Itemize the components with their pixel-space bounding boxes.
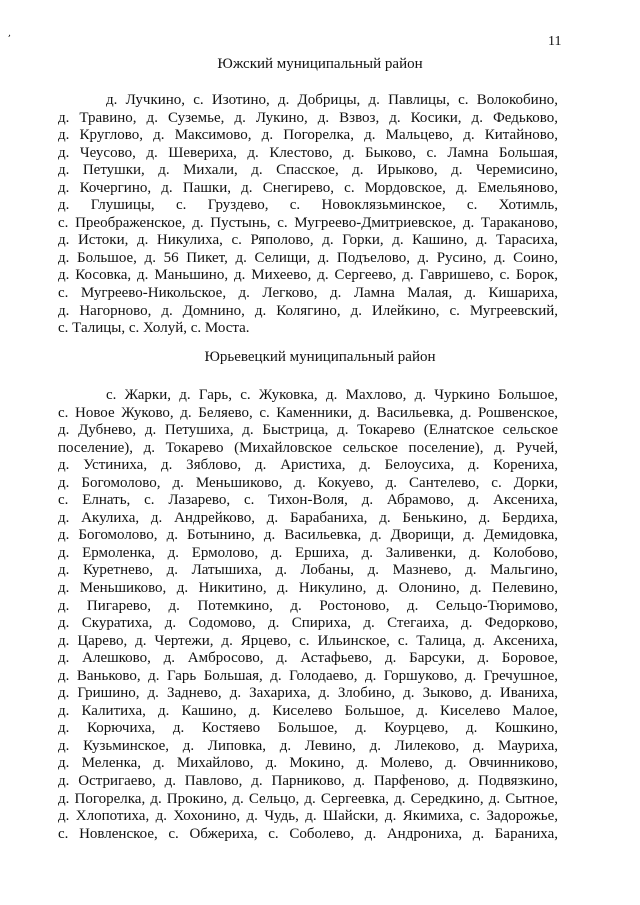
- text-line: д. Акулиха, д. Андрейково, д. Барабаниха, д. Бенькино, д. Бердиха,: [58, 509, 558, 526]
- text-line: д. Хлопотиха, д. Хохонино, д. Чудь, д. Шайски, д. Якимиха, с. Задорожье,: [58, 808, 558, 825]
- settlement-list-yuryevets: [58, 387, 558, 843]
- text-line: с. Преображенское, д. Пустынь, с. Мугреево-Дмитриевское, д. Тараканово,: [58, 214, 558, 231]
- page-number: 11: [548, 34, 562, 49]
- text-line: с. Мугреево-Никольское, д. Легково, д. Ламна Малая, д. Кишариха,: [58, 285, 558, 302]
- section-title-yuzha: Южский муниципальный район: [217, 56, 423, 72]
- text-line: д. Погорелка, д. Прокино, д. Сельцо, д. Сергеевка, д. Середкино, д. Сытное,: [58, 790, 558, 807]
- text-line: д. Устиниха, д. Зяблово, д. Аристиха, д. Белоусиха, д. Корениха,: [58, 457, 558, 474]
- text-line: д. Ваньково, д. Гарь Большая, д. Голодаево, д. Горшуково, д. Гречушное,: [58, 667, 558, 684]
- text-line: д. Большое, д. 56 Пикет, д. Селищи, д. Подъелово, д. Русино, д. Соино,: [58, 249, 558, 266]
- text-line: д. Лучкино, с. Изотино, д. Добрицы, д. Павлицы, с. Волокобино,: [106, 92, 558, 108]
- text-line: д. Меленка, д. Михайлово, д. Мокино, д. Молево, д. Овчинниково,: [58, 755, 558, 772]
- text-line: д. Истоки, д. Никулиха, с. Ряполово, д. Горки, д. Кашино, д. Тарасиха,: [58, 232, 558, 249]
- text-line: с. Жарки, д. Гарь, с. Жуковка, д. Махлово, д. Чуркино Большое,: [106, 387, 558, 403]
- text-line: д. Кочергино, д. Пашки, д. Снегирево, с. Мордовское, д. Емельяново,: [58, 179, 558, 196]
- text-line: д. Петушки, д. Михали, д. Спасское, д. Ирыково, д. Черемисино,: [58, 162, 558, 179]
- text-line: д. Чеусово, д. Шевериха, д. Клестово, д. Быково, с. Ламна Большая,: [58, 144, 558, 161]
- text-line: д. Ермоленка, д. Ермолово, д. Ершиха, д. Заливенки, д. Колобово,: [58, 544, 558, 561]
- text-line: д. Кузьминское, д. Липовка, д. Левино, д. Лилеково, д. Мауриха,: [58, 737, 558, 754]
- text-line: д. Гришино, д. Заднево, д. Захариха, д. Злобино, д. Зыково, д. Иваниха,: [58, 685, 558, 702]
- text-line: д. Круглово, д. Максимово, д. Погорелка, д. Мальцево, д. Китайново,: [58, 127, 558, 144]
- text-line: д. Дубнево, д. Петушиха, д. Быстрица, д. Токарево (Елнатское сельское: [58, 422, 558, 439]
- settlement-list-yuzha: [58, 92, 558, 338]
- text-line: д. Богомолово, д. Ботынино, д. Васильевка, д. Дворищи, д. Демидовка,: [58, 527, 558, 544]
- text-line: поселение), д. Токарево (Михайловское сельское поселение), д. Ручей,: [58, 439, 558, 456]
- text-line: д. Остригаево, д. Павлово, д. Парниково, д. Парфеново, д. Подвязкино,: [58, 773, 558, 790]
- text-line: д. Травино, д. Суземье, д. Лукино, д. Взвоз, д. Косики, д. Федьково,: [58, 109, 558, 126]
- text-line: д. Меньшиково, д. Никитино, д. Никулино, д. Олонино, д. Пелевино,: [58, 580, 558, 597]
- text-line: д. Скуратиха, д. Содомово, д. Спириха, д. Стегаиха, д. Федорково,: [58, 615, 558, 632]
- scan-mark: ,: [7, 27, 14, 40]
- text-line: с. Талицы, с. Холуй, с. Моста.: [58, 320, 250, 337]
- text-line: с. Новое Жуково, д. Беляево, с. Каменники, д. Васильевка, д. Рошвенское,: [58, 404, 558, 421]
- text-line: д. Богомолово, д. Меньшиково, д. Кокуево, д. Сантелево, с. Дорки,: [58, 474, 558, 491]
- text-line: д. Царево, д. Чертежи, д. Ярцево, с. Ильинское, с. Талица, д. Аксениха,: [58, 632, 558, 649]
- text-line: с. Елнать, с. Лазарево, с. Тихон-Воля, д. Абрамово, д. Аксениха,: [58, 492, 558, 509]
- text-line: д. Корючиха, д. Костяево Большое, д. Коурцево, д. Кошкино,: [58, 720, 558, 737]
- text-line: д. Глушицы, с. Груздево, с. Новоклязьминское, с. Хотимль,: [58, 197, 558, 214]
- text-line: д. Калитиха, д. Кашино, д. Киселево Большое, д. Киселево Малое,: [58, 702, 558, 719]
- text-line: с. Новленское, с. Обжериха, с. Соболево, д. Андрониха, д. Бараниха,: [58, 825, 558, 842]
- text-line: д. Косовка, д. Маньшино, д. Михеево, д. Сергеево, д. Гавришево, с. Борок,: [58, 267, 558, 284]
- text-line: д. Алешково, д. Амбросово, д. Астафьево, д. Барсуки, д. Боровое,: [58, 650, 558, 667]
- text-line: д. Куретнево, д. Латышиха, д. Лобаны, д. Мазнево, д. Мальгино,: [58, 562, 558, 579]
- section-title-yuryevets: Юрьевецкий муниципальный район: [204, 349, 436, 365]
- text-line: д. Пигарево, д. Потемкино, д. Ростоново, д. Сельцо-Тюримово,: [58, 597, 558, 614]
- text-line: д. Нагорново, д. Домнино, д. Колягино, д. Илейкино, с. Мугреевский,: [58, 302, 558, 319]
